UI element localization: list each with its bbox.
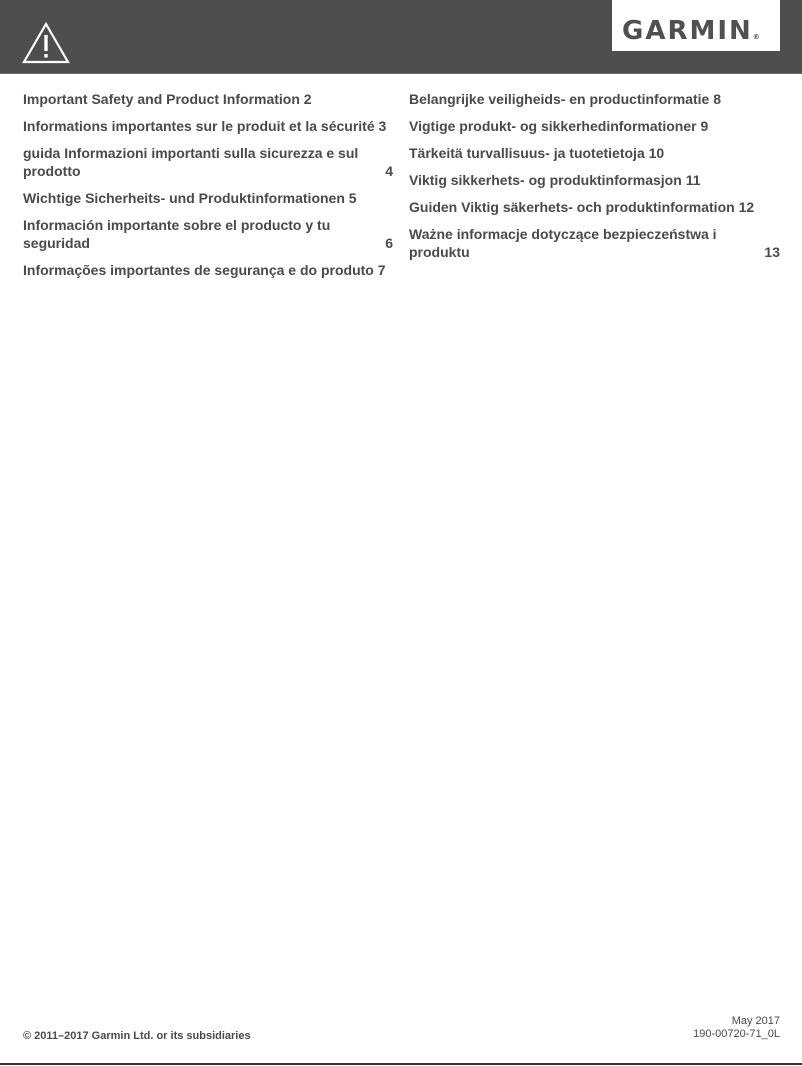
toc-item[interactable] bbox=[409, 117, 780, 135]
toc-item[interactable] bbox=[409, 171, 780, 189]
toc-item[interactable] bbox=[409, 144, 780, 162]
publish-date: May 2017 bbox=[731, 1015, 780, 1027]
toc-page: 10 bbox=[648, 145, 665, 161]
toc-page: 7 bbox=[377, 262, 386, 278]
toc-title: Informations importantes sur le produit et la sécurité bbox=[23, 118, 375, 134]
logo-text: GARMIN bbox=[622, 16, 753, 46]
toc-title: Wichtige Sicherheits- und Produktinformationen bbox=[23, 190, 345, 206]
copyright: © 2011–2017 Garmin Ltd. or its subsidiaries bbox=[23, 1030, 251, 1042]
toc-title: Vigtige produkt- og sikkerhedinformationer bbox=[409, 118, 697, 134]
toc-title: Informações importantes de segurança e do produto bbox=[23, 262, 374, 278]
toc-page: 11 bbox=[685, 172, 701, 188]
header-bar bbox=[0, 0, 802, 74]
toc-page: 5 bbox=[348, 190, 357, 206]
toc-page: 3 bbox=[378, 118, 387, 134]
toc-item[interactable] bbox=[409, 198, 780, 216]
toc-title: Guiden Viktig säkerhets- och produktinformation bbox=[409, 199, 735, 215]
toc-page: 12 bbox=[738, 199, 755, 215]
warning-triangle-icon bbox=[22, 22, 70, 64]
toc-page: 13 bbox=[764, 244, 780, 260]
toc-title: guida Informazioni importanti sulla sicurezza e sul prodotto bbox=[23, 145, 359, 179]
toc-page: 6 bbox=[385, 235, 393, 251]
toc-item[interactable] bbox=[23, 90, 393, 108]
bottom-divider bbox=[0, 1063, 802, 1065]
toc-item[interactable] bbox=[409, 90, 780, 108]
toc-left-column bbox=[23, 90, 393, 288]
toc-title: Tärkeitä turvallisuus- ja tuotetietoja bbox=[409, 145, 645, 161]
document-info bbox=[693, 1015, 780, 1041]
garmin-logo bbox=[612, 0, 780, 51]
toc-title: Viktig sikkerhets- og produktinformasjon bbox=[409, 172, 682, 188]
toc-title: Ważne informacje dotyczące bezpieczeństwa i produktu bbox=[409, 226, 717, 260]
toc-item[interactable] bbox=[23, 117, 393, 135]
toc-page: 2 bbox=[303, 91, 312, 107]
toc-title: Belangrijke veiligheids- en productinformatie bbox=[409, 91, 710, 107]
toc-item[interactable] bbox=[409, 225, 780, 261]
toc-item[interactable] bbox=[23, 189, 393, 207]
toc-page: 9 bbox=[700, 118, 709, 134]
toc-item[interactable] bbox=[23, 216, 393, 252]
toc-page: 8 bbox=[713, 91, 721, 107]
toc-page: 4 bbox=[385, 163, 393, 179]
toc-item[interactable] bbox=[23, 144, 393, 180]
toc-title: Important Safety and Product Information bbox=[23, 91, 300, 107]
toc-item[interactable] bbox=[23, 261, 393, 279]
part-number: 190-00720-71_0L bbox=[693, 1028, 780, 1040]
toc-right-column bbox=[409, 90, 780, 270]
toc-title: Información importante sobre el producto y tu seguridad bbox=[23, 217, 331, 251]
registered-mark: ® bbox=[752, 33, 760, 41]
